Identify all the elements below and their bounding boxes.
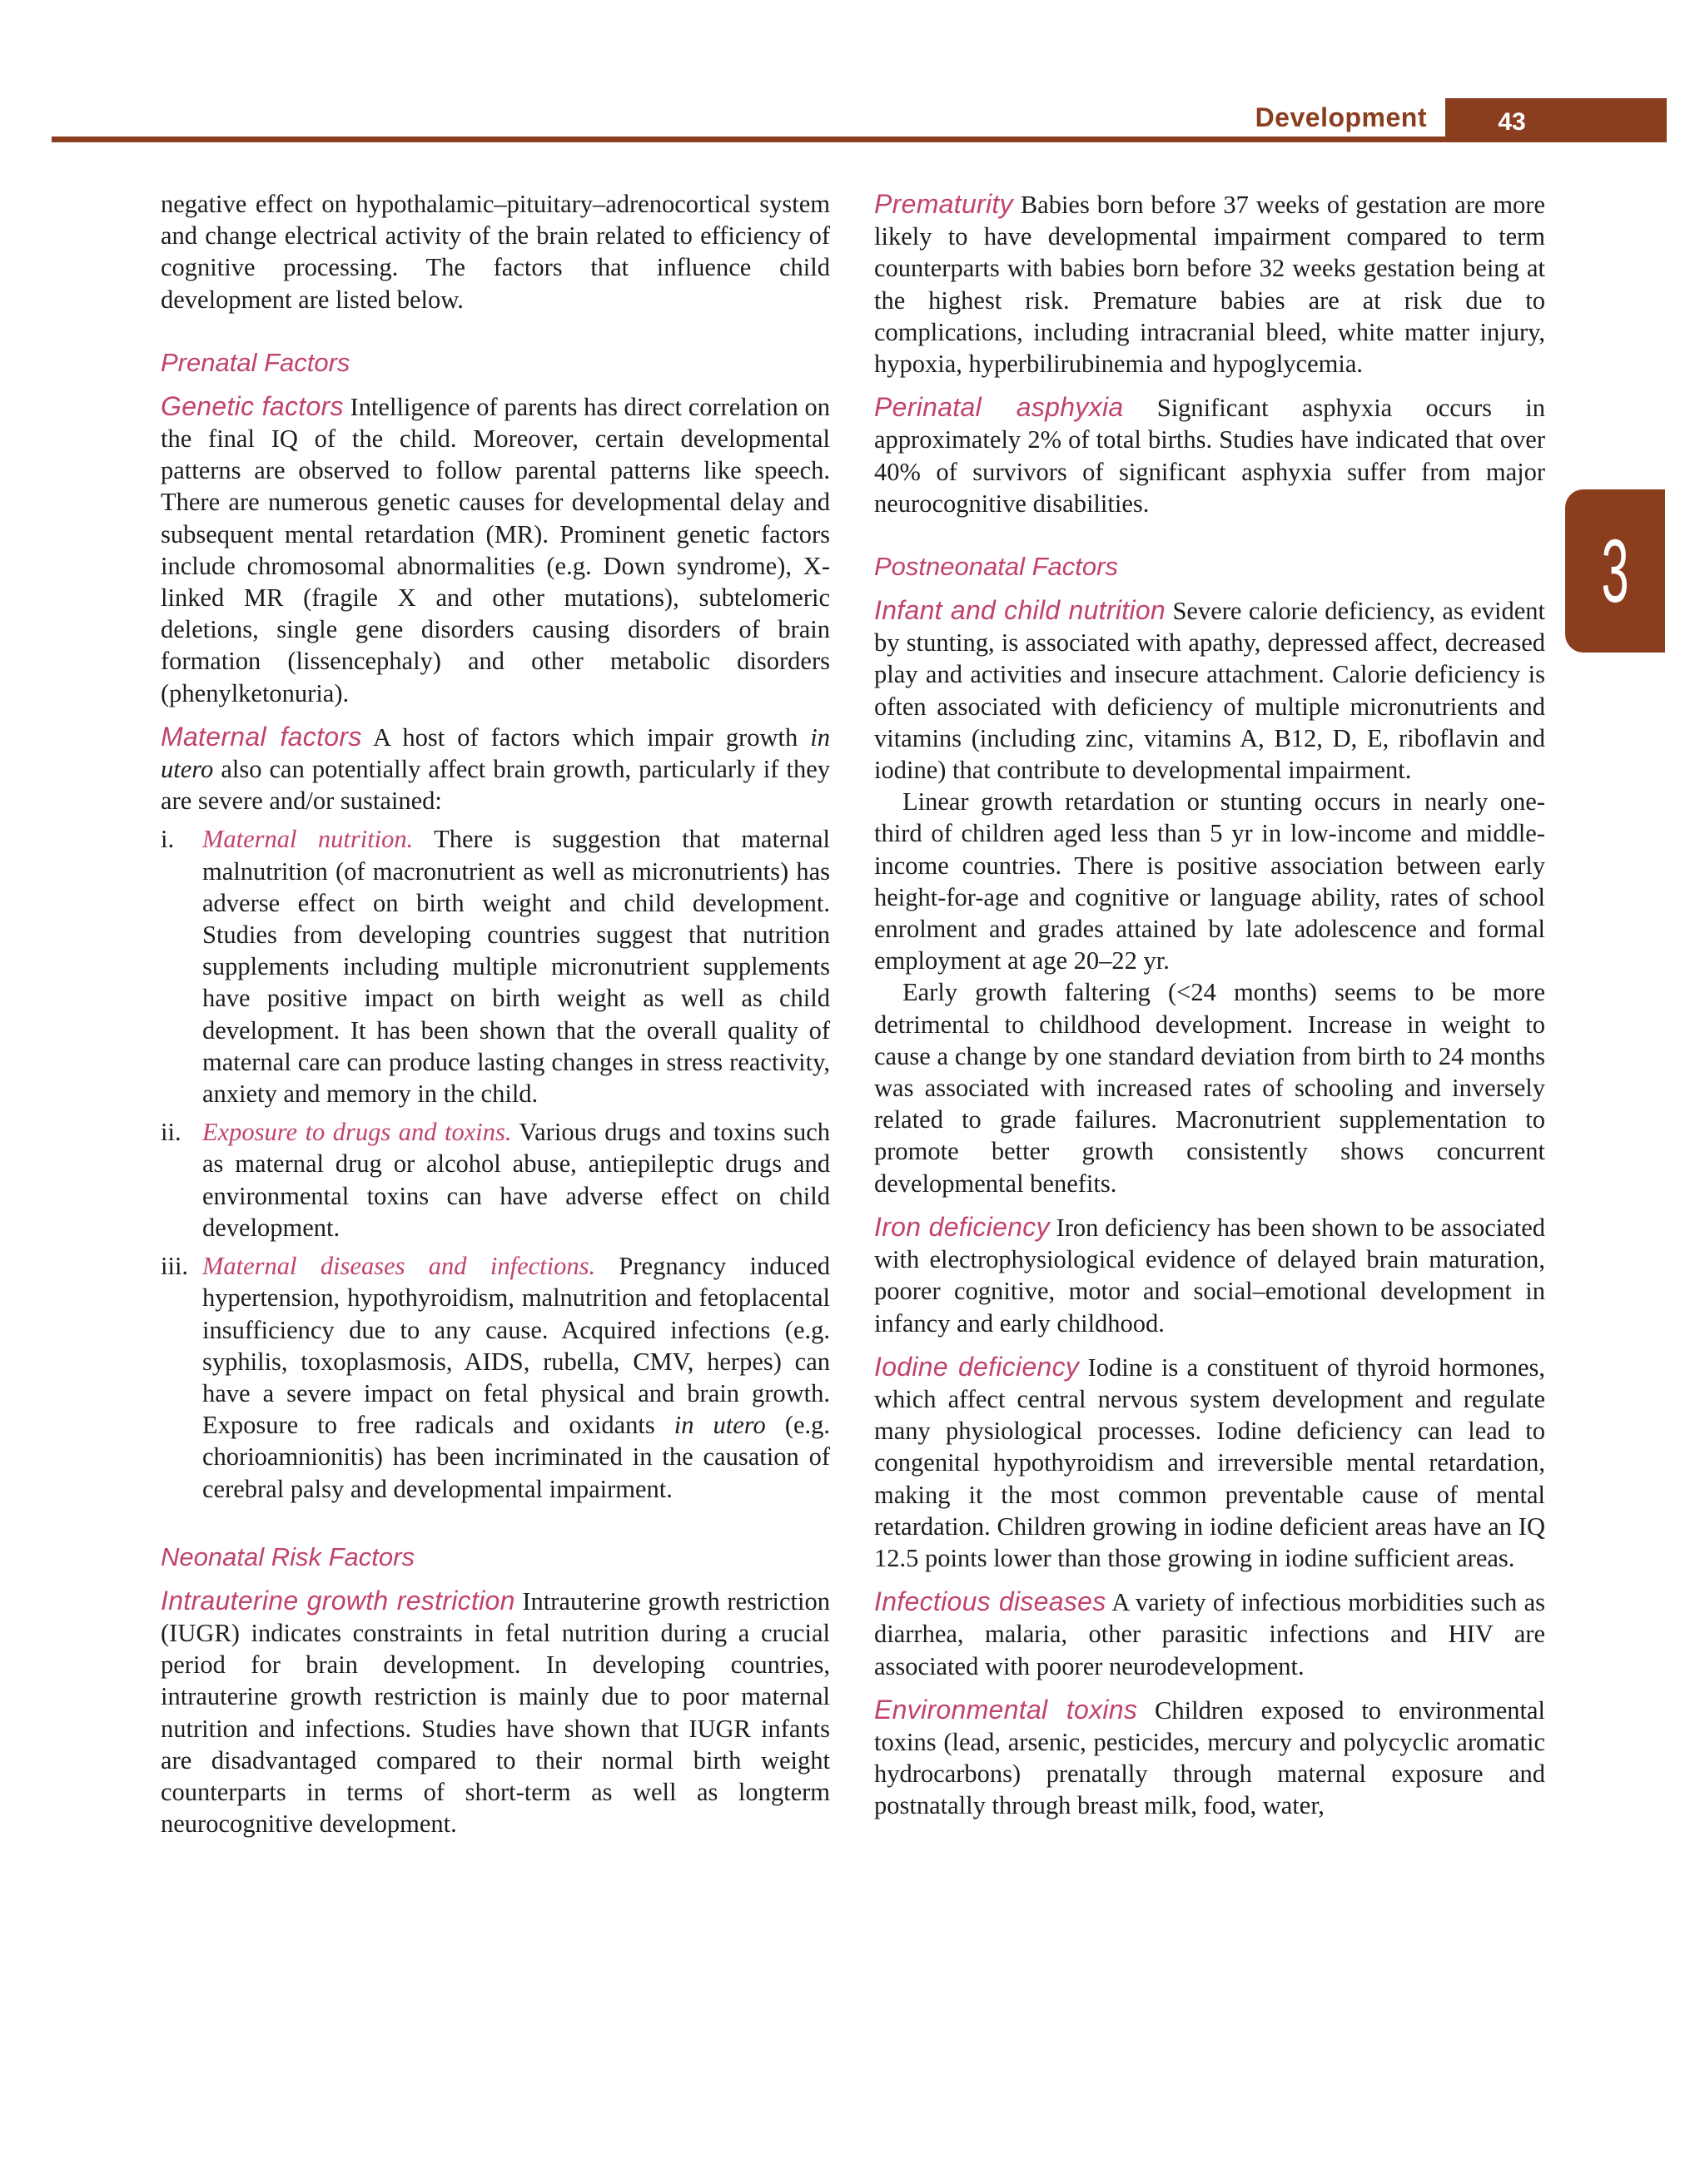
left-column: [161, 188, 830, 1839]
nutrition-paragraph: [874, 594, 1545, 786]
page-number: 43: [1498, 108, 1526, 136]
growth-faltering-paragraph: Early growth faltering (<24 months) seems to be more detrimental to childhood development. Increase in weight to cause a change by one standard deviation from birth to 24 months was associated with increased rates of schooling and inversely related to grade failures. Macronutrient supplementation to promote better growth consistently shows concurrent developmental benefits.: [874, 978, 1545, 1198]
list-item: [161, 1116, 830, 1243]
linear-growth-paragraph: Linear growth retardation or stunting occurs in nearly one-third of children aged less than 5 yr in low-income and middle-income countries. There is positive association between early height-for-age and cognitive or language ability, rates of school enrolment and grades attained by late adolescence and formal employment at age 20–22 yr.: [874, 787, 1545, 975]
genetic-factors-paragraph: [161, 390, 830, 709]
iron-paragraph: [874, 1211, 1545, 1339]
prematurity-title: Prematurity: [874, 189, 1013, 219]
list-item-italic: in utero: [674, 1411, 766, 1440]
iron-text: Iron deficiency has been shown to be associated with electrophysiological evidence of delayed brain maturation, poorer cognitive, motor and social–emotional development in infancy and early childhood.: [874, 1213, 1546, 1338]
list-item-title: Maternal nutrition.: [202, 825, 414, 854]
right-column: [874, 188, 1545, 1822]
environmental-paragraph: [874, 1694, 1545, 1822]
list-marker: iii.: [161, 1252, 189, 1281]
list-item: [161, 1250, 830, 1505]
header-rule: [52, 136, 1667, 142]
maternal-factors-title: Maternal factors: [161, 721, 362, 752]
list-item-text: Various drugs and toxins such as maternal drug or alcohol abuse, antiepileptic drugs and environmental toxins can have adverse effect on child development.: [202, 1118, 830, 1242]
nutrition-title: Infant and child nutrition: [874, 595, 1166, 626]
section-heading-prenatal: Prenatal Factors: [161, 347, 350, 377]
iodine-text: Iodine is a constituent of thyroid hormones, which affect central nervous system development and regulate many physiological processes. Iodine deficiency can lead to congenital hypothyroidism and irreversible mental retardation, making it the most common preventable cause of mental retardation. Children growing in iodine deficient areas have an IQ 12.5 points lower than those growing in iodine sufficient areas.: [874, 1353, 1546, 1572]
list-marker: ii.: [161, 1118, 181, 1147]
prematurity-text: Babies born before 37 weeks of gestation are more likely to have developmental impairment compared to term counterparts with babies born before 32 weeks gestation being at the highest risk. Premature babies are at risk due to complications, including intracranial bleed, white matter injury, hypoxia, hyperbilirubinemia and hypoglycemia.: [874, 191, 1545, 379]
list-item: [161, 823, 830, 1109]
chapter-number: 3: [1601, 520, 1629, 621]
infectious-paragraph: [874, 1586, 1545, 1682]
maternal-factors-text: A host of factors which impair growth: [372, 722, 798, 752]
section-heading-postneonatal: Postneonatal Factors: [874, 552, 1118, 582]
infectious-text: A variety of infectious morbidities such as diarrhea, malaria, other parasitic infections and HIV are associated with poorer neurodevelopment.: [874, 1588, 1545, 1680]
maternal-factors-italic: in utero: [161, 722, 830, 784]
iugr-title: Intrauterine growth restriction: [161, 1585, 515, 1616]
asphyxia-title: Perinatal asphyxia: [874, 392, 1124, 423]
running-title: Development: [1255, 102, 1427, 132]
genetic-factors-title: Genetic factors: [161, 390, 344, 421]
maternal-factors-text-cont: also can potentially affect brain growth, particularly if they are severe and/or sustained:: [161, 755, 831, 816]
list-item-title: Exposure to drugs and toxins.: [202, 1118, 512, 1147]
environmental-text: Children exposed to environmental toxins (lead, arsenic, pesticides, mercury and polycyclic aromatic hydrocarbons) prenatally through maternal exposure and postnatally through breast milk, food, water,: [874, 1695, 1546, 1820]
list-marker: i.: [161, 825, 175, 854]
environmental-title: Environmental toxins: [874, 1694, 1138, 1725]
section-heading-neonatal: Neonatal Risk Factors: [161, 1541, 415, 1571]
iodine-paragraph: [874, 1351, 1545, 1574]
genetic-factors-text: Intelligence of parents has direct correlation on the final IQ of the child. Moreover, certain developmental patterns are observed to follow parental patterns like speech. There are numerous genetic causes for developmental delay and subsequent mental retardation (MR). Prominent genetic factors include chromosomal abnormalities (e.g. Down syndrome), X-linked MR (fragile X and other mutations), subtelomeric deletions, single gene disorders causing disorders of brain formation (lissencephaly) and other metabolic disorders (phenylketonuria).: [161, 392, 831, 707]
prematurity-paragraph: [874, 188, 1545, 380]
asphyxia-text: Significant asphyxia occurs in approximately 2% of total births. Studies have indicated that over 40% of survivors of significant asphyxia suffer from major neurocognitive disabilities.: [874, 394, 1546, 518]
list-item-text: Pregnancy induced hypertension, hypothyroidism, malnutrition and fetoplacental insufficiency due to any cause. Acquired infections (e.g. syphilis, toxoplasmosis, AIDS, rubella, CMV, herpes) can have a severe impact on fetal physical and brain growth. Exposure to free radicals and oxidants: [202, 1252, 831, 1440]
iron-title: Iron deficiency: [874, 1211, 1050, 1242]
infectious-title: Infectious diseases: [874, 1586, 1106, 1617]
iugr-paragraph: [161, 1585, 830, 1840]
intro-paragraph: negative effect on hypothalamic–pituitary–adrenocortical system and change electrical activity of the brain related to efficiency of cognitive processing. The factors that influence child development are listed below.: [161, 190, 830, 314]
chapter-tab: [1565, 489, 1665, 653]
nutrition-text: Severe calorie deficiency, as evident by stunting, is associated with apathy, depressed affect, decreased play and activities and insecure attachment. Calorie deficiency is often associated with deficiency of multiple micronutrients and vitamins (including zinc, vitamins A, B12, D, E, riboflavin and iodine) that contribute to developmental impairment.: [874, 597, 1545, 785]
list-item-text: There is suggestion that maternal malnutrition (of macronutrient as well as micronutrients) has adverse effect on birth weight and child development. Studies from developing countries suggest that nutrition supplements including multiple micronutrient supplements have positive impact on birth weight as well as child development. It has been shown that the overall quality of maternal care can produce lasting changes in stress reactivity, anxiety and memory in the child.: [202, 825, 831, 1109]
asphyxia-paragraph: [874, 391, 1545, 519]
iodine-title: Iodine deficiency: [874, 1351, 1080, 1382]
list-item-text-cont: (e.g. chorioamnionitis) has been incriminated in the causation of cerebral palsy and developmental impairment.: [202, 1411, 831, 1503]
iugr-text: Intrauterine growth restriction (IUGR) indicates constraints in fetal nutrition during a crucial period for brain development. In developing countries, intrauterine growth restriction is mainly due to poor maternal nutrition and infections. Studies have shown that IUGR infants are disadvantaged compared to their normal birth weight counterparts in terms of short-term as well as longterm neurocognitive development.: [161, 1586, 830, 1839]
maternal-factors-paragraph: [161, 721, 830, 817]
list-item-title: Maternal diseases and infections.: [202, 1252, 596, 1281]
